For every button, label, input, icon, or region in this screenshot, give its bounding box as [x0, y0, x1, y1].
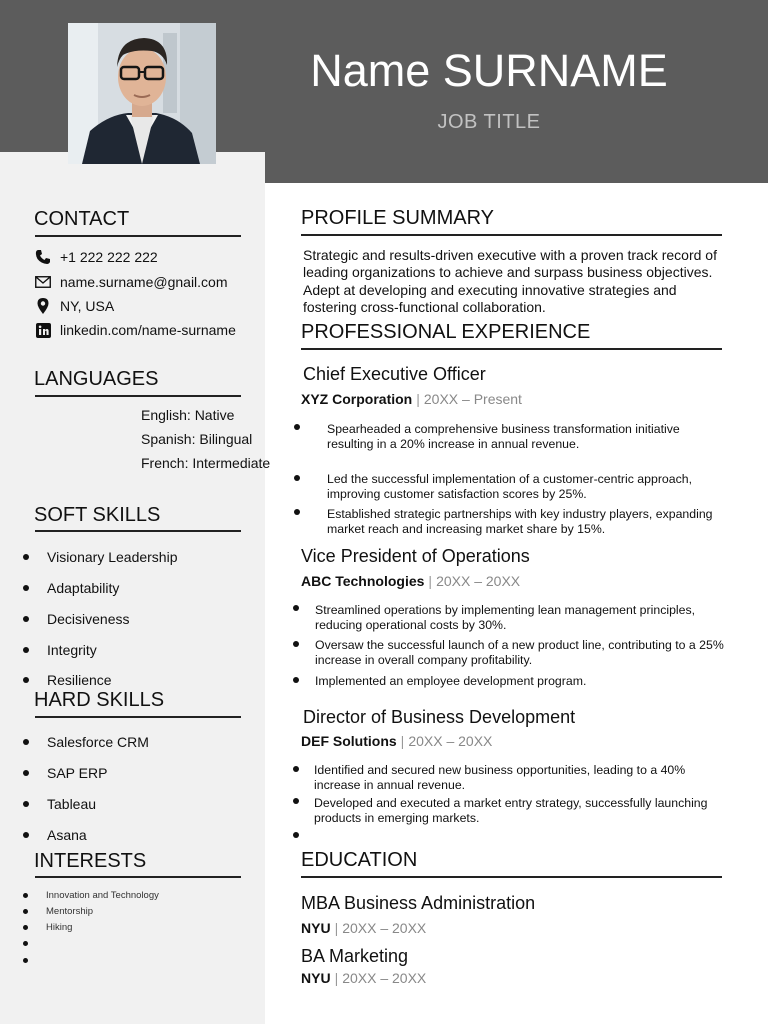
- meta-separator: |: [400, 733, 405, 749]
- contact-phone-text: +1 222 222 222: [60, 249, 158, 265]
- profile-summary-text: Strategic and results-driven executive with a proven track record of leading organizations to achieve and surpass business objectives. Adept at developing and executing innovative strategies and fostering cross-functional collaboration.: [303, 247, 717, 315]
- job-title: Director of Business Development: [303, 707, 576, 727]
- education-dates: 20XX – 20XX: [342, 970, 427, 986]
- experience-heading: PROFESSIONAL EXPERIENCE: [301, 321, 591, 343]
- hard-skills-heading: HARD SKILLS: [34, 688, 242, 712]
- contact-phone: [34, 247, 158, 267]
- bullet-dot: [294, 509, 300, 515]
- job-dates: 20XX – 20XX: [436, 573, 521, 589]
- location-pin-icon: [34, 298, 52, 314]
- soft-skill-item: [23, 547, 178, 567]
- job-dates: 20XX – Present: [423, 391, 522, 407]
- job-bullet-text: Led the successful implementation of a customer-centric approach, improving customer satisfaction scores by 25%.: [327, 472, 692, 502]
- hard-skill-item: [23, 763, 107, 783]
- interest-item: [23, 904, 93, 918]
- bullet-dot: [293, 832, 299, 838]
- language-item: French: Intermediate: [141, 455, 271, 471]
- soft-skill-item: [23, 609, 129, 629]
- interest-item: [23, 936, 46, 950]
- soft-skill-label: Visionary Leadership: [47, 549, 178, 565]
- contact-email-text: name.surname@gnail.com: [60, 274, 228, 290]
- language-item: English: Native: [141, 407, 235, 423]
- bullet-dot: [23, 801, 29, 807]
- interest-label: Mentorship: [46, 905, 93, 917]
- hard-skill-label: Salesforce CRM: [47, 734, 149, 750]
- interest-label: Hiking: [46, 921, 73, 933]
- bullet-dot: [23, 832, 29, 838]
- job-bullet-text: Streamlined operations by implementing lean management principles, reducing operational costs by 30%.: [315, 603, 696, 633]
- education-school: NYU: [301, 920, 331, 936]
- hard-skill-label: SAP ERP: [47, 765, 108, 781]
- interest-item: [23, 888, 159, 902]
- hard-skill-label: Asana: [47, 827, 87, 843]
- bullet-dot: [23, 893, 28, 898]
- bullet-dot: [293, 641, 299, 647]
- contact-linkedin-text: linkedin.com/name-surname: [60, 322, 236, 338]
- mail-icon: [34, 274, 52, 290]
- education-meta: [301, 919, 426, 937]
- job-meta: [301, 732, 492, 750]
- contact-location: [34, 296, 114, 316]
- bullet-dot: [23, 647, 29, 653]
- contact-divider: [35, 235, 241, 237]
- job-company: XYZ Corporation: [301, 391, 413, 407]
- education-divider: [301, 876, 722, 878]
- candidate-name: Name SURNAME: [310, 45, 668, 96]
- soft-skill-label: Integrity: [47, 642, 97, 658]
- bullet-dot: [293, 605, 299, 611]
- job-dates: 20XX – 20XX: [408, 733, 493, 749]
- job-bullet-text: Established strategic partnerships with key industry players, expanding market reach and increasing market share by 15%.: [327, 507, 713, 537]
- soft-skill-item: [23, 670, 112, 690]
- job-meta: [301, 390, 522, 408]
- languages-heading: LANGUAGES: [34, 368, 159, 390]
- interest-item: [23, 920, 72, 934]
- bullet-dot: [23, 909, 28, 914]
- languages-divider: [35, 395, 241, 397]
- contact-location-text: NY, USA: [60, 298, 115, 314]
- job-bullet-text: Identified and secured new business opportunities, leading to a 40% increase in annual revenue.: [314, 763, 686, 793]
- candidate-job-title: JOB TITLE: [437, 111, 541, 133]
- linkedin-icon: [34, 322, 52, 338]
- job-bullet-text: Spearheaded a comprehensive business transformation initiative resulting in a 20% increase in annual revenue.: [327, 422, 680, 452]
- interest-item: [23, 953, 46, 967]
- phone-icon: [34, 249, 52, 265]
- soft-skill-label: Adaptability: [47, 580, 120, 596]
- job-title: Chief Executive Officer: [303, 364, 486, 384]
- contact-linkedin: [34, 320, 236, 340]
- meta-separator: |: [416, 391, 420, 407]
- interests-heading: INTERESTS: [34, 849, 242, 873]
- language-item: Spanish: Bilingual: [141, 431, 253, 447]
- bullet-dot: [23, 770, 29, 776]
- hard-skill-item: [23, 825, 87, 845]
- education-dates: 20XX – 20XX: [342, 920, 427, 936]
- hard-skill-item: [23, 732, 149, 752]
- contact-heading: CONTACT: [34, 208, 130, 230]
- bullet-dot: [293, 798, 299, 804]
- interests-divider: [35, 876, 241, 878]
- bullet-dot: [294, 475, 300, 481]
- bullet-dot: [23, 677, 29, 683]
- bullet-dot: [293, 677, 299, 683]
- education-heading: EDUCATION: [301, 849, 418, 871]
- bullet-dot: [23, 925, 28, 930]
- meta-separator: |: [334, 970, 339, 986]
- hard-skills-divider: [35, 716, 241, 718]
- hard-skill-item: [23, 794, 96, 814]
- soft-skill-item: [23, 578, 119, 598]
- education-school: NYU: [301, 970, 331, 986]
- profile-summary-divider: [301, 234, 722, 236]
- bullet-dot: [293, 766, 299, 772]
- soft-skill-label: Resilience: [47, 672, 112, 688]
- education-degree: BA Marketing: [301, 946, 409, 966]
- bullet-dot: [23, 941, 28, 946]
- job-meta: [301, 572, 520, 590]
- bullet-dot: [294, 424, 300, 430]
- job-bullet-text: Oversaw the successful launch of a new product line, contributing to a 25% increase in overall company profitability.: [315, 638, 724, 668]
- bullet-dot: [23, 958, 28, 963]
- interest-label: Innovation and Technology: [46, 889, 159, 901]
- hard-skill-label: Tableau: [47, 796, 97, 812]
- bullet-dot: [23, 616, 29, 622]
- soft-skill-label: Decisiveness: [47, 611, 130, 627]
- bullet-dot: [23, 739, 29, 745]
- education-meta: [301, 969, 426, 987]
- profile-summary-heading: PROFILE SUMMARY: [301, 207, 494, 229]
- job-bullet-text: Developed and executed a market entry strategy, successfully launching products in emerging markets.: [314, 796, 708, 826]
- job-title: Vice President of Operations: [301, 546, 530, 566]
- bullet-dot: [23, 585, 29, 591]
- meta-separator: |: [428, 573, 433, 589]
- bullet-dot: [23, 554, 29, 560]
- soft-skills-heading: SOFT SKILLS: [34, 504, 161, 526]
- experience-divider: [301, 348, 722, 350]
- soft-skills-divider: [35, 530, 241, 532]
- job-company: DEF Solutions: [301, 733, 397, 749]
- profile-photo: [68, 23, 216, 164]
- meta-separator: |: [334, 920, 339, 936]
- contact-email: [34, 272, 228, 292]
- job-company: ABC Technologies: [301, 573, 425, 589]
- job-bullet-text: Implemented an employee development program.: [315, 674, 587, 688]
- education-degree: MBA Business Administration: [301, 893, 536, 913]
- soft-skill-item: [23, 640, 97, 660]
